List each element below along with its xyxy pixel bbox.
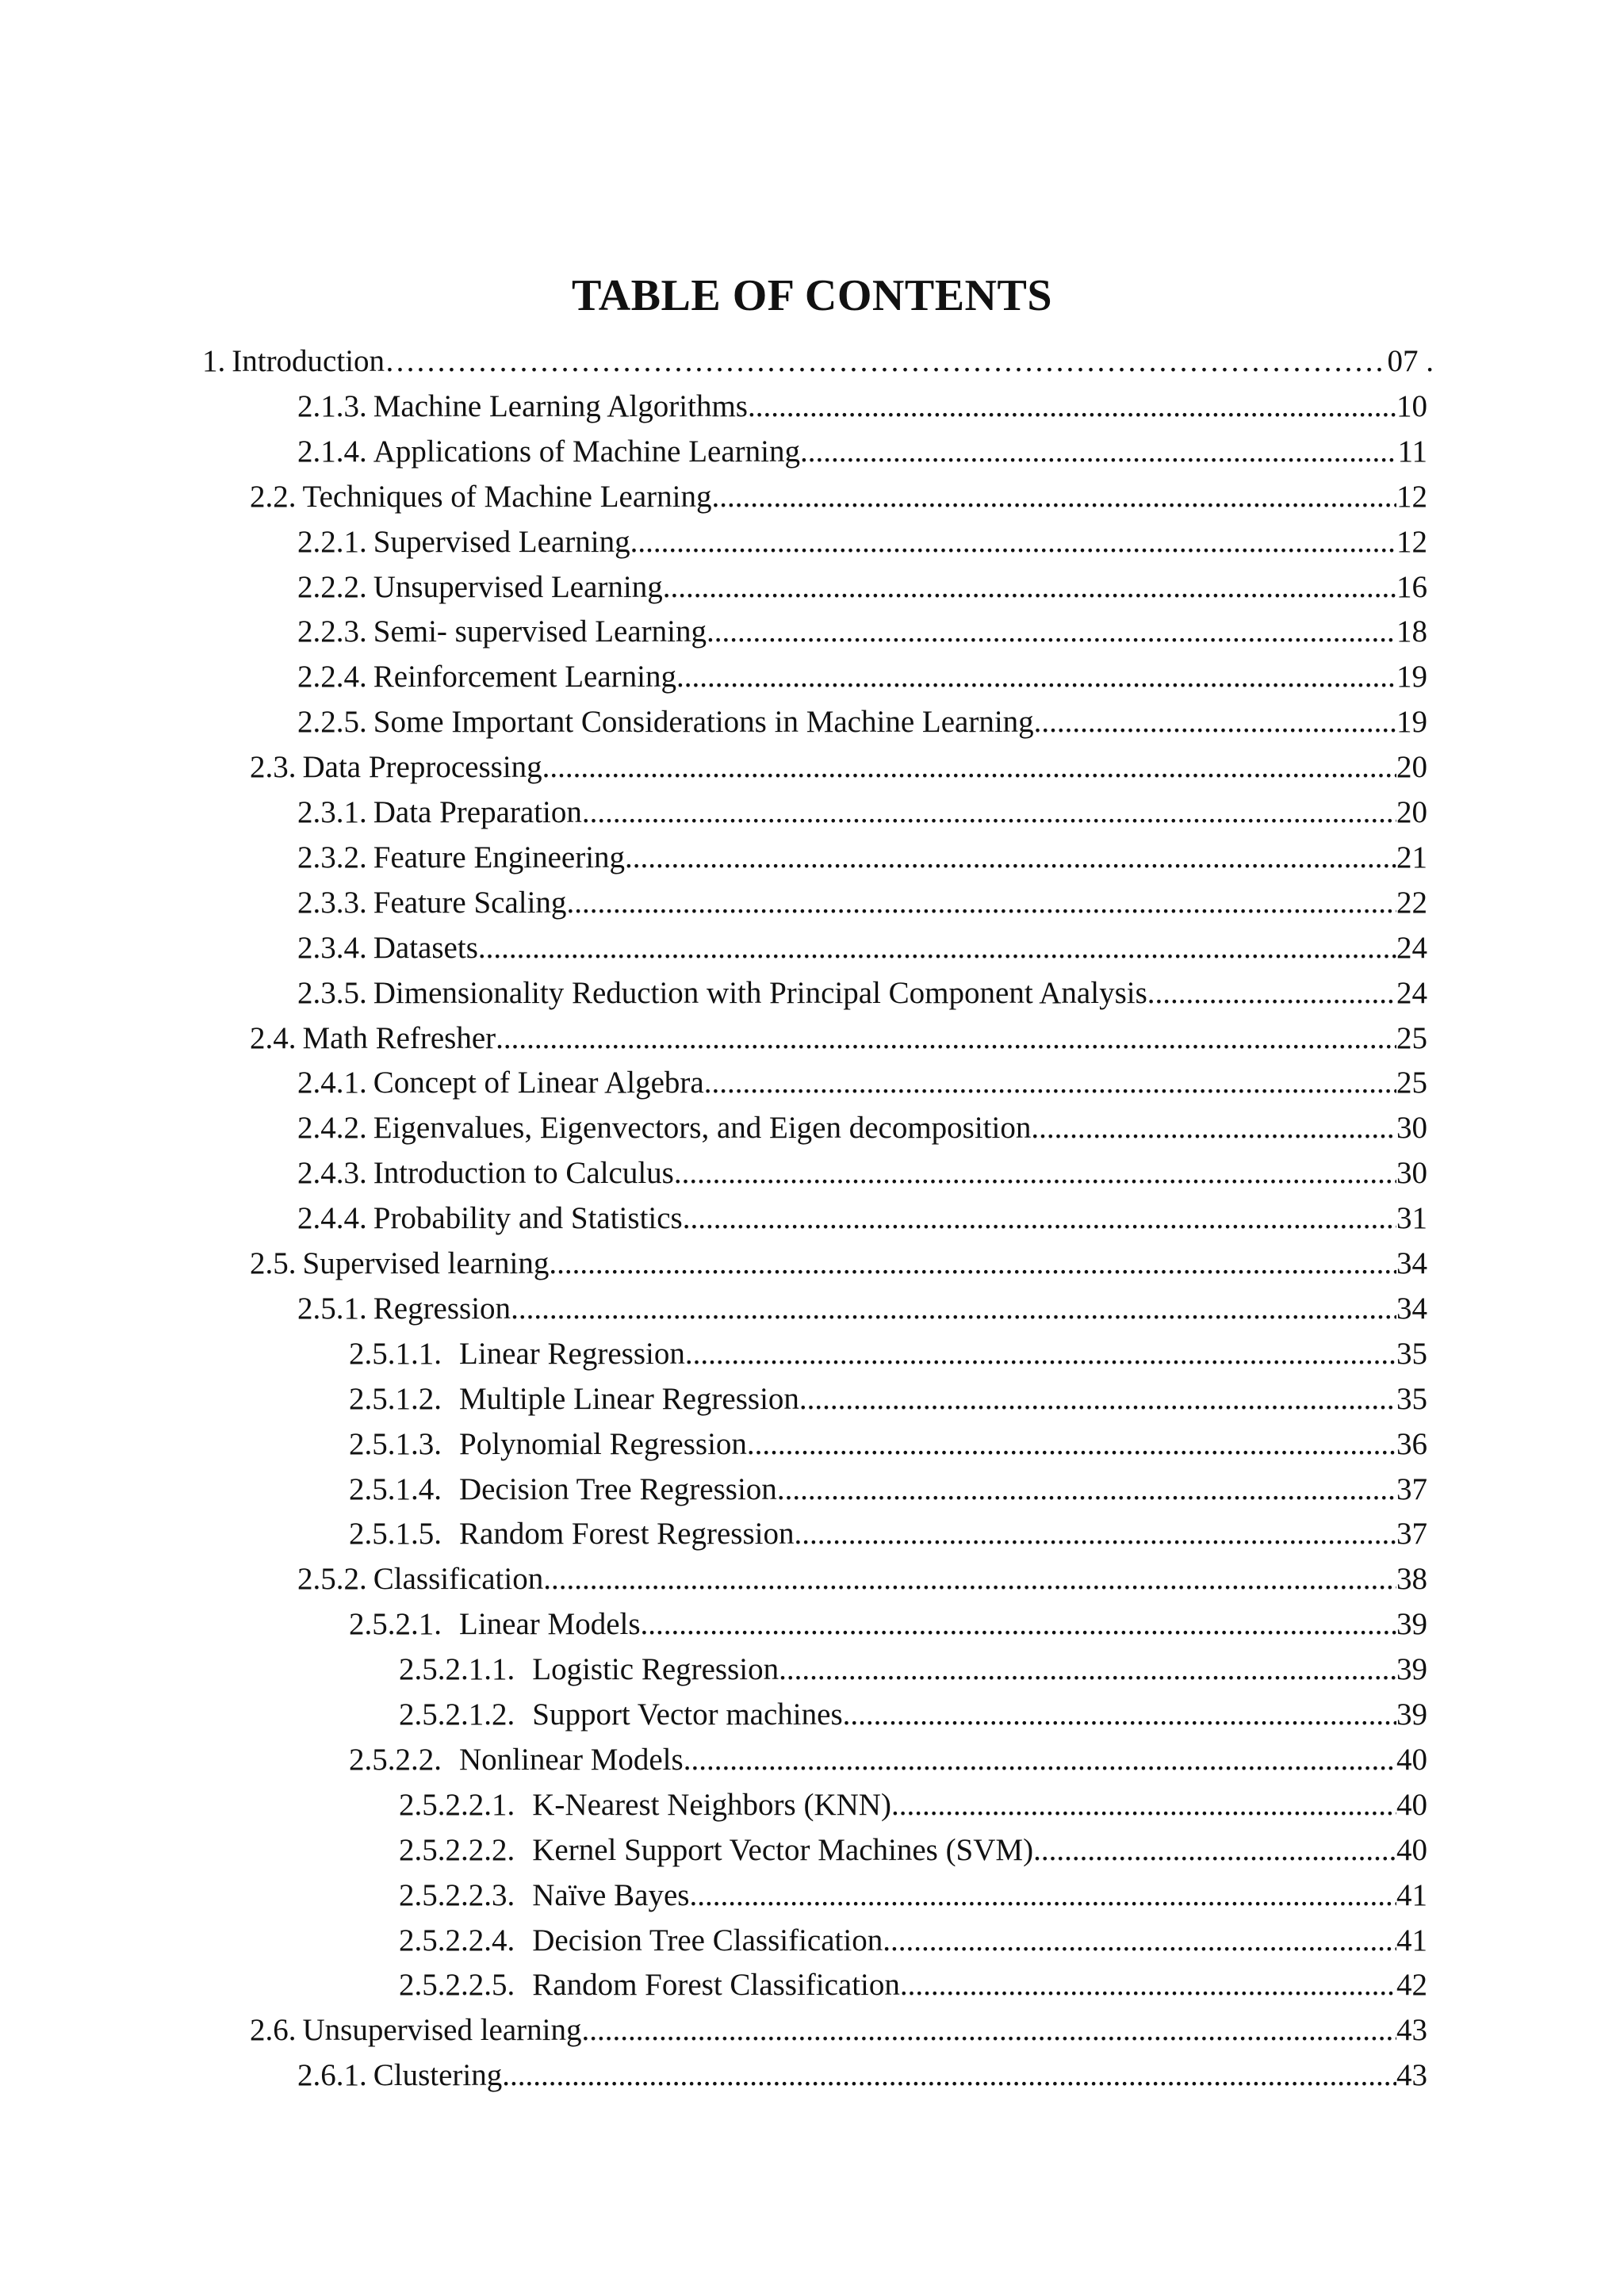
toc-entry[interactable] bbox=[399, 1828, 1427, 1873]
toc-entry-title bbox=[250, 1242, 549, 1286]
toc-entry-label: Data Preprocessing bbox=[302, 750, 542, 785]
toc-entry[interactable] bbox=[297, 926, 1427, 970]
toc-page-number: 20 bbox=[1396, 795, 1427, 829]
toc-dot-leader bbox=[704, 1061, 1396, 1105]
toc-entry-number: 2.1.4. bbox=[297, 434, 367, 469]
toc-entry[interactable] bbox=[297, 430, 1427, 474]
toc-entry-number: 2.4.3. bbox=[297, 1156, 367, 1191]
toc-entry-number: 2.5.2.2.1. bbox=[399, 1787, 515, 1822]
toc-entry-title bbox=[349, 1602, 641, 1647]
toc-entry-label: Decision Tree Regression bbox=[459, 1471, 777, 1506]
toc-entry[interactable] bbox=[297, 881, 1427, 925]
toc-dot-leader bbox=[511, 1287, 1396, 1331]
toc-dot-leader bbox=[630, 520, 1396, 564]
toc-entry-number: 2.2.4. bbox=[297, 660, 367, 695]
toc-entry[interactable] bbox=[297, 610, 1427, 654]
toc-page-number: 22 bbox=[1396, 885, 1427, 920]
toc-entry-number: 2.3.1. bbox=[297, 795, 367, 829]
toc-entry-title bbox=[297, 700, 1034, 744]
toc-dot-leader bbox=[582, 790, 1396, 835]
toc-entry[interactable] bbox=[297, 1106, 1427, 1150]
toc-page-number: 43 bbox=[1396, 2058, 1427, 2093]
toc-entry-title bbox=[297, 1151, 674, 1196]
toc-entry-title bbox=[297, 881, 566, 925]
toc-entry-number: 2.5. bbox=[250, 1246, 297, 1280]
toc-entry-title bbox=[349, 1512, 794, 1556]
toc-dot-leader bbox=[1033, 1828, 1396, 1873]
toc-page-number: 42 bbox=[1396, 1968, 1427, 2003]
toc-dot-leader bbox=[1031, 1106, 1396, 1150]
toc-entry-number: 2.3.5. bbox=[297, 975, 367, 1010]
toc-page-number: 30 bbox=[1396, 1111, 1427, 1146]
toc-entry-number: 2.4. bbox=[250, 1020, 297, 1055]
toc-page-number: 37 bbox=[1396, 1517, 1427, 1552]
toc-entry[interactable] bbox=[297, 836, 1427, 880]
toc-entry-number: 2.2.1. bbox=[297, 524, 367, 559]
toc-entry-title bbox=[349, 1468, 777, 1512]
toc-entry-title bbox=[297, 565, 663, 610]
toc-page-number: 19 bbox=[1396, 705, 1427, 740]
toc-entry-label: Clustering bbox=[373, 2058, 503, 2093]
toc-entry-title bbox=[202, 339, 385, 384]
toc-entry-title bbox=[349, 1738, 684, 1782]
toc-entry-title bbox=[297, 1557, 543, 1601]
toc-entry-label: K-Nearest Neighbors (KNN) bbox=[532, 1787, 891, 1822]
toc-page-number: 43 bbox=[1396, 2013, 1427, 2048]
toc-entry-label: Data Preparation bbox=[373, 795, 582, 829]
toc-page-number: 24 bbox=[1396, 975, 1427, 1010]
toc-entry[interactable] bbox=[297, 700, 1427, 744]
toc-page-number: 16 bbox=[1396, 569, 1427, 604]
toc-entry[interactable] bbox=[250, 745, 1427, 790]
toc-entry[interactable] bbox=[297, 1151, 1427, 1196]
toc-dot-leader bbox=[542, 745, 1396, 790]
toc-page-number: 39 bbox=[1396, 1607, 1427, 1642]
toc-entry-title bbox=[399, 1647, 779, 1692]
toc-dot-leader bbox=[502, 2053, 1396, 2098]
toc-page-number: 40 bbox=[1396, 1832, 1427, 1867]
toc-page-number: 07 . bbox=[1387, 344, 1434, 378]
toc-dot-leader bbox=[641, 1602, 1396, 1647]
toc-entry-title bbox=[297, 610, 707, 654]
toc-entry[interactable] bbox=[297, 2053, 1427, 2098]
toc-entry-title bbox=[399, 1783, 891, 1827]
toc-dot-leader bbox=[747, 1422, 1396, 1467]
toc-entry-label: Datasets bbox=[373, 930, 478, 965]
toc-dot-leader bbox=[478, 926, 1396, 970]
toc-dot-leader bbox=[777, 1468, 1396, 1512]
toc-entry-title bbox=[297, 1196, 683, 1241]
toc-page-number: 39 bbox=[1396, 1697, 1427, 1732]
toc-dot-leader bbox=[582, 2008, 1397, 2053]
toc-dot-leader bbox=[779, 1647, 1396, 1692]
toc-page-number: 34 bbox=[1396, 1291, 1427, 1326]
toc-entry-label: Reinforcement Learning bbox=[373, 660, 676, 695]
toc-dot-leader bbox=[1147, 971, 1396, 1016]
toc-entry-number: 2.3.4. bbox=[297, 930, 367, 965]
toc-entry-number: 1. bbox=[202, 344, 226, 378]
toc-entry[interactable] bbox=[399, 1919, 1427, 1963]
toc-entry-label: Supervised learning bbox=[302, 1246, 550, 1280]
toc-dot-leader bbox=[549, 1242, 1396, 1286]
toc-entry-number: 2.3.3. bbox=[297, 885, 367, 920]
toc-entry-number: 2.5.2.2.3. bbox=[399, 1877, 515, 1912]
toc-dot-leader bbox=[707, 610, 1396, 654]
toc-entry[interactable] bbox=[297, 1287, 1427, 1331]
toc-page-number: 41 bbox=[1396, 1923, 1427, 1957]
toc-entry-number: 2.4.2. bbox=[297, 1111, 367, 1146]
toc-entry-number: 2.6. bbox=[250, 2013, 297, 2048]
toc-entry-number: 2.5.2. bbox=[297, 1562, 367, 1597]
toc-entry[interactable] bbox=[349, 1468, 1427, 1512]
toc-entry-label: Regression bbox=[373, 1291, 511, 1326]
toc-entry-label: Eigenvalues, Eigenvectors, and Eigen decomposition bbox=[373, 1111, 1032, 1146]
toc-page-number: 40 bbox=[1396, 1787, 1427, 1822]
toc-dot-leader bbox=[883, 1919, 1396, 1963]
toc-entry-number: 2.5.1.5. bbox=[349, 1517, 442, 1552]
toc-entry-title bbox=[349, 1377, 799, 1422]
toc-dot-leader bbox=[496, 1016, 1396, 1061]
toc-page-number: 31 bbox=[1396, 1201, 1427, 1236]
toc-entry[interactable] bbox=[297, 1196, 1427, 1241]
toc-dot-leader bbox=[748, 385, 1396, 429]
toc-entry-number: 2.5.1.1. bbox=[349, 1336, 442, 1371]
toc-entry-label: Polynomial Regression bbox=[459, 1426, 747, 1461]
toc-entry[interactable] bbox=[297, 1061, 1427, 1105]
toc-entry-number: 2.5.2.2.2. bbox=[399, 1832, 515, 1867]
toc-entry-title bbox=[250, 2008, 582, 2053]
toc-entry-number: 2.5.1. bbox=[297, 1291, 367, 1326]
toc-entry-label: Logistic Regression bbox=[532, 1652, 779, 1687]
toc-entry-number: 2.1.3. bbox=[297, 388, 367, 423]
toc-entry[interactable] bbox=[250, 1016, 1427, 1061]
toc-entry[interactable] bbox=[349, 1332, 1427, 1376]
toc-dot-leader bbox=[843, 1693, 1396, 1737]
toc-entry-number: 2.2.5. bbox=[297, 705, 367, 740]
toc-page-number: 25 bbox=[1396, 1066, 1427, 1100]
toc-entry-label: Semi- supervised Learning bbox=[373, 614, 707, 649]
toc-entry-label: Supervised Learning bbox=[373, 524, 630, 559]
toc-entry-number: 2.5.1.3. bbox=[349, 1426, 442, 1461]
toc-entry-label: Classification bbox=[373, 1562, 544, 1597]
toc-page-number: 20 bbox=[1396, 750, 1427, 785]
toc-entry-label: Linear Models bbox=[459, 1607, 641, 1642]
toc-entry-label: Linear Regression bbox=[459, 1336, 685, 1371]
toc-entry-title bbox=[297, 430, 800, 474]
toc-page-number: 35 bbox=[1396, 1381, 1427, 1416]
toc-entry-label: Unsupervised learning bbox=[302, 2013, 582, 2048]
toc-entry-title bbox=[297, 1061, 704, 1105]
toc-page-number: 38 bbox=[1396, 1562, 1427, 1597]
toc-dot-leader bbox=[674, 1151, 1396, 1196]
toc-entry-number: 2.5.2.2.4. bbox=[399, 1923, 515, 1957]
toc-page-number: 11 bbox=[1397, 434, 1427, 469]
toc-page-number: 39 bbox=[1396, 1652, 1427, 1687]
toc-entry-title bbox=[297, 790, 582, 835]
toc-dot-leader bbox=[685, 1332, 1396, 1376]
toc-entry-title bbox=[250, 475, 712, 519]
toc-entry-label: Feature Scaling bbox=[373, 885, 567, 920]
toc-entry[interactable] bbox=[297, 971, 1427, 1016]
toc-entry-title bbox=[297, 520, 630, 564]
toc-entry-label: Feature Engineering bbox=[373, 840, 626, 874]
toc-dot-leader bbox=[683, 1196, 1396, 1241]
toc-entry-number: 2.5.2.1.1. bbox=[399, 1652, 515, 1687]
toc-page-number: 34 bbox=[1396, 1246, 1427, 1280]
toc-dot-leader bbox=[794, 1512, 1396, 1556]
toc-entry-label: Support Vector machines bbox=[532, 1697, 843, 1732]
toc-entry-title bbox=[250, 745, 542, 790]
toc-entry-label: Dimensionality Reduction with Principal Component Analysis bbox=[373, 975, 1147, 1010]
toc-page-number: 12 bbox=[1396, 524, 1427, 559]
toc-entry-number: 2.6.1. bbox=[297, 2058, 367, 2093]
toc-entry-title bbox=[399, 1828, 1033, 1873]
toc-page-number: 24 bbox=[1396, 930, 1427, 965]
toc-page-number: 40 bbox=[1396, 1742, 1427, 1777]
toc-entry[interactable] bbox=[349, 1512, 1427, 1556]
toc-page-number: 12 bbox=[1396, 479, 1427, 514]
toc-entry-number: 2.4.1. bbox=[297, 1066, 367, 1100]
toc-entry-number: 2.2.3. bbox=[297, 614, 367, 649]
toc-entry-title bbox=[297, 655, 676, 699]
toc-entry-label: Probability and Statistics bbox=[373, 1201, 683, 1236]
toc-entry-number: 2.2.2. bbox=[297, 569, 367, 604]
toc-entry-title bbox=[297, 836, 625, 880]
toc-entry[interactable] bbox=[399, 1647, 1427, 1692]
toc-entry-label: Multiple Linear Regression bbox=[459, 1381, 799, 1416]
toc-entry-label: Math Refresher bbox=[302, 1020, 496, 1055]
toc-page-number: 37 bbox=[1396, 1471, 1427, 1506]
toc-dot-leader bbox=[543, 1557, 1396, 1601]
toc-entry-label: Kernel Support Vector Machines (SVM) bbox=[532, 1832, 1034, 1867]
toc-entry[interactable] bbox=[349, 1377, 1427, 1422]
toc-entry[interactable] bbox=[399, 1963, 1427, 2007]
toc-entry[interactable] bbox=[399, 1873, 1427, 1918]
toc-entry[interactable] bbox=[297, 1557, 1427, 1601]
toc-entry[interactable] bbox=[297, 790, 1427, 835]
toc-entry-title bbox=[250, 1016, 496, 1061]
toc-entry-number: 2.3.2. bbox=[297, 840, 367, 874]
toc-entry-title bbox=[399, 1873, 689, 1918]
toc-entry-number: 2.5.1.2. bbox=[349, 1381, 442, 1416]
toc-page-number: 10 bbox=[1396, 388, 1427, 423]
toc-dot-leader bbox=[800, 430, 1397, 474]
toc-page-number: 35 bbox=[1396, 1336, 1427, 1371]
toc-entry[interactable] bbox=[297, 655, 1427, 699]
toc-entry-title bbox=[399, 1963, 900, 2007]
toc-dot-leader bbox=[712, 475, 1397, 519]
toc-entry-title bbox=[297, 926, 478, 970]
toc-entry-number: 2.5.2.2.5. bbox=[399, 1968, 515, 2003]
toc-entry-title bbox=[297, 2053, 502, 2098]
toc-page-number: 21 bbox=[1396, 840, 1427, 874]
toc-entry-number: 2.5.2.1.2. bbox=[399, 1697, 515, 1732]
toc-entry-label: Techniques of Machine Learning bbox=[302, 479, 712, 514]
toc-entry[interactable] bbox=[250, 1242, 1427, 1286]
toc-page-number: 41 bbox=[1396, 1877, 1427, 1912]
toc-entry-label: Some Important Considerations in Machine Learning bbox=[373, 705, 1034, 740]
toc-entry[interactable] bbox=[297, 385, 1427, 429]
toc-entry[interactable] bbox=[202, 339, 1434, 384]
toc-dot-leader bbox=[676, 655, 1396, 699]
toc-entry-number: 2.5.1.4. bbox=[349, 1471, 442, 1506]
toc-dot-leader bbox=[684, 1738, 1396, 1782]
toc-entry[interactable] bbox=[297, 520, 1427, 564]
toc-dot-leader bbox=[1034, 700, 1396, 744]
toc-entry-number: 2.2. bbox=[250, 479, 297, 514]
toc-dot-leader bbox=[799, 1377, 1396, 1422]
toc-entry-label: Applications of Machine Learning bbox=[373, 434, 800, 469]
toc-entry-title bbox=[297, 971, 1147, 1016]
toc-entry[interactable] bbox=[349, 1422, 1427, 1467]
toc-entry[interactable] bbox=[250, 2008, 1427, 2053]
toc-entry-title bbox=[297, 1287, 511, 1331]
toc-entry[interactable] bbox=[250, 475, 1427, 519]
toc-entry-label: Concept of Linear Algebra bbox=[373, 1066, 704, 1100]
toc-entry-label: Nonlinear Models bbox=[459, 1742, 684, 1777]
toc-entry-title bbox=[349, 1332, 685, 1376]
toc-entry-number: 2.5.2.2. bbox=[349, 1742, 442, 1777]
toc-entry-title bbox=[349, 1422, 747, 1467]
toc-entry-title bbox=[399, 1919, 883, 1963]
toc-entry-label: Decision Tree Classification bbox=[532, 1923, 883, 1957]
toc-page-number: 36 bbox=[1396, 1426, 1427, 1461]
toc-entry-label: Machine Learning Algorithms bbox=[373, 388, 748, 423]
toc-entry-title bbox=[399, 1693, 843, 1737]
toc-entry-label: Random Forest Classification bbox=[532, 1968, 900, 2003]
toc-entry-label: Unsupervised Learning bbox=[373, 569, 663, 604]
toc-dot-leader bbox=[663, 565, 1396, 610]
toc-entry-label: Introduction bbox=[232, 344, 385, 378]
toc-entry[interactable] bbox=[297, 565, 1427, 610]
toc-entry-label: Random Forest Regression bbox=[459, 1517, 795, 1552]
toc-dot-leader bbox=[689, 1873, 1396, 1918]
toc-entry-title bbox=[297, 385, 748, 429]
toc-dot-leader bbox=[900, 1963, 1396, 2007]
toc-entry-number: 2.3. bbox=[250, 750, 297, 785]
toc-entry-label: Introduction to Calculus bbox=[373, 1156, 674, 1191]
toc-title: TABLE OF CONTENTS bbox=[572, 271, 1052, 320]
toc-page-number: 30 bbox=[1396, 1156, 1427, 1191]
toc-dot-leader bbox=[566, 881, 1396, 925]
toc-entry-label: Naïve Bayes bbox=[532, 1877, 690, 1912]
toc-entry[interactable] bbox=[349, 1602, 1427, 1647]
toc-dot-leader bbox=[385, 339, 1387, 384]
toc-dot-leader bbox=[891, 1783, 1396, 1827]
toc-entry[interactable] bbox=[399, 1783, 1427, 1827]
toc-dot-leader bbox=[625, 836, 1396, 880]
toc-page-number: 19 bbox=[1396, 660, 1427, 695]
toc-entry[interactable] bbox=[399, 1693, 1427, 1737]
toc-page-number: 25 bbox=[1396, 1020, 1427, 1055]
toc-entry-number: 2.5.2.1. bbox=[349, 1607, 442, 1642]
toc-entry-number: 2.4.4. bbox=[297, 1201, 367, 1236]
toc-entry[interactable] bbox=[349, 1738, 1427, 1782]
toc-entry-title bbox=[297, 1106, 1031, 1150]
toc-page-number: 18 bbox=[1396, 614, 1427, 649]
